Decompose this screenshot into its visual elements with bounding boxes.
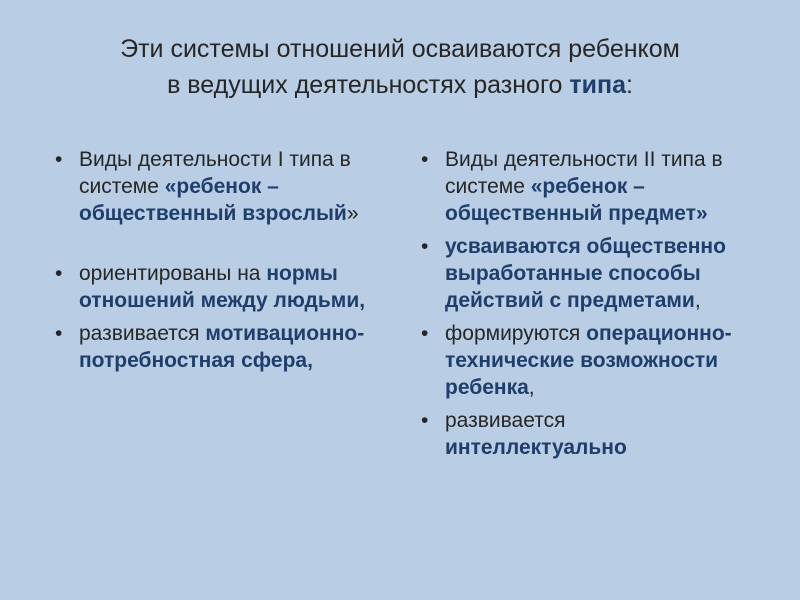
right-bullet-activity-type-2	[418, 146, 738, 227]
right-bullet-1-text: Виды деятельности II типа в системе	[445, 148, 723, 198]
right-bullet-intellectual-sphere	[418, 407, 738, 461]
left-bullet-1-emphasis: «ребенок – общественный взрослый	[79, 175, 347, 225]
slide-title	[20, 31, 780, 103]
left-bullet-list	[52, 146, 382, 380]
left-bullet-2-text: ориентированы на	[79, 262, 267, 285]
right-bullet-4-emphasis: интеллектуально	[445, 436, 627, 459]
right-bullet-3-emphasis: операционно-технические возможности ребенка	[445, 322, 732, 399]
right-bullet-4-text: развивается	[445, 409, 566, 432]
left-bullet-activity-type-1	[52, 146, 382, 227]
right-bullet-action-methods	[418, 233, 738, 314]
left-bullet-1-tail: »	[346, 202, 359, 225]
left-bullet-3-emphasis: мотивационно-потребностная сфера,	[79, 322, 365, 372]
right-bullet-3-tail: ,	[528, 376, 535, 399]
slide-title-line-2-text: в ведущих деятельностях разного	[167, 71, 570, 99]
right-bullet-technical-abilities	[418, 320, 738, 401]
slide-title-line-2	[20, 67, 780, 103]
right-bullet-list	[418, 146, 738, 467]
slide-title-line-1: Эти системы отношений осваиваются ребенком	[120, 35, 680, 63]
right-bullet-2-tail: ,	[694, 289, 701, 312]
left-bullet-relationship-norms	[52, 260, 382, 314]
slide-title-colon: :	[625, 71, 633, 99]
slide-title-accent: типа	[569, 71, 626, 99]
left-bullet-1-text: Виды деятельности I типа в системе	[79, 148, 351, 198]
right-bullet-1-emphasis: «ребенок – общественный предмет»	[445, 175, 708, 225]
right-bullet-3-text: формируются	[445, 322, 587, 345]
left-bullet-2-emphasis: нормы отношений между людьми,	[79, 262, 366, 312]
left-bullet-3-text: развивается	[79, 322, 206, 345]
left-bullet-motivation-sphere	[52, 320, 382, 374]
right-bullet-2-emphasis: усваиваются общественно выработанные способы действий с предметами	[445, 235, 726, 312]
